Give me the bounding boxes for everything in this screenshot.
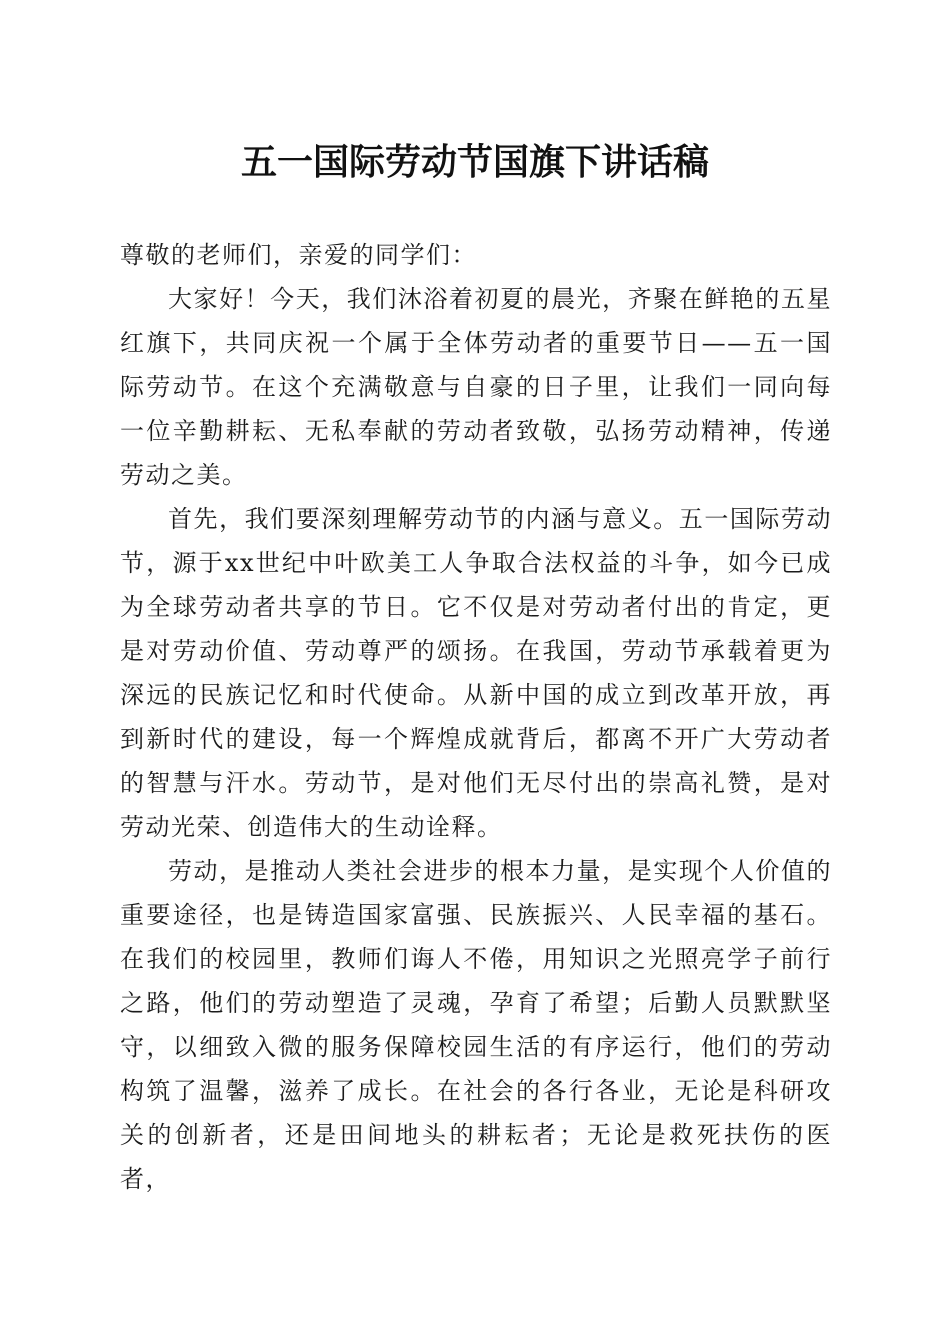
- document-body: [120, 233, 832, 1201]
- paragraph-2: 首先，我们要深刻理解劳动节的内涵与意义。五一国际劳动节，源于xx世纪中叶欧美工人争取合法权益的斗争，如今已成为全球劳动者共享的节日。它不仅是对劳动者付出的肯定，更是对劳动价值、劳动尊严的颂扬。在我国，劳动节承载着更为深远的民族记忆和时代使命。从新中国的成立到改革开放，再到新时代的建设，每一个辉煌成就背后，都离不开广大劳动者的智慧与汗水。劳动节，是对他们无尽付出的崇高礼赞，是对劳动光荣、创造伟大的生动诠释。: [120, 505, 832, 841]
- document-title: 五一国际劳动节国旗下讲话稿: [240, 141, 709, 183]
- paragraph-1: 大家好！今天，我们沐浴着初夏的晨光，齐聚在鲜艳的五星红旗下，共同庆祝一个属于全体劳动者的重要节日——五一国际劳动节。在这个充满敬意与自豪的日子里，让我们一同向每一位辛勤耕耘、无私奉献的劳动者致敬，弘扬劳动精神，传递劳动之美。: [120, 285, 832, 489]
- greeting-line: 尊敬的老师们，亲爱的同学们：: [120, 241, 477, 269]
- paragraph-3: 劳动，是推动人类社会进步的根本力量，是实现个人价值的重要途径，也是铸造国家富强、民族振兴、人民幸福的基石。在我们的校园里，教师们诲人不倦，用知识之光照亮学子前行之路，他们的劳动塑造了灵魂，孕育了希望；后勤人员默默坚守，以细致入微的服务保障校园生活的有序运行，他们的劳动构筑了温馨，滋养了成长。在社会的各行各业，无论是科研攻关的创新者，还是田间地头的耕耘者；无论是救死扶伤的医者，: [120, 857, 832, 1193]
